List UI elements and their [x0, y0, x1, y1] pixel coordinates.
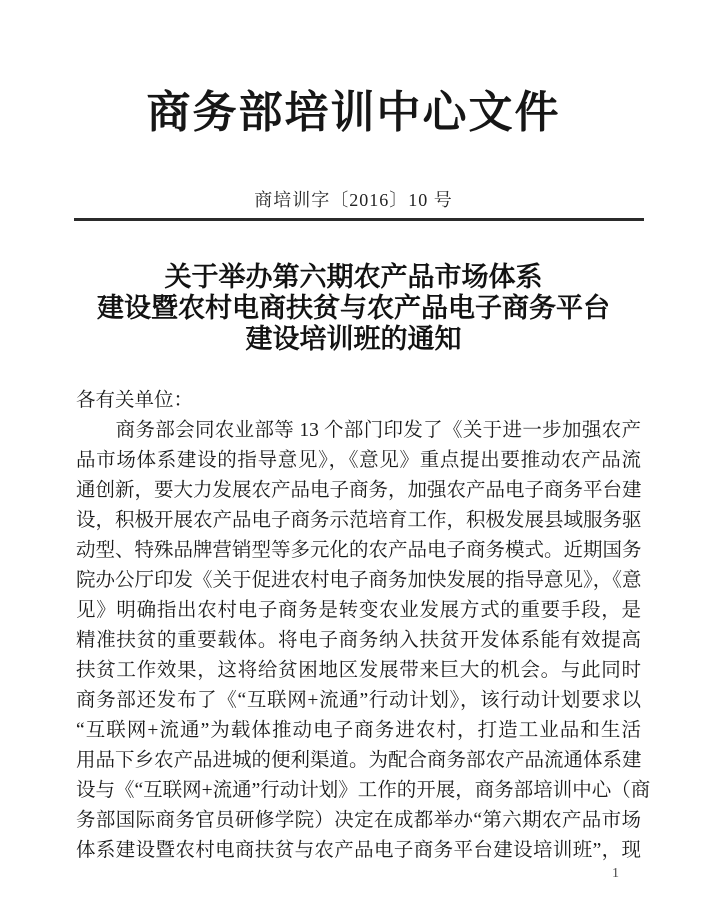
body-line: 精准扶贫的重要载体。将电子商务纳入扶贫开发体系能有效提高: [76, 630, 641, 651]
body-line: 院办公厅印发《关于促进农村电子商务加快发展的指导意见》，《意: [76, 570, 642, 591]
body-line: 体系建设暨农村电商扶贫与农产品电子商务平台建设培训班”，现: [76, 840, 641, 861]
body-line: 设与《“互联网+流通”行动计划》工作的开展，商务部培训中心（商: [76, 780, 651, 801]
page-number: 1: [612, 866, 619, 881]
document-org-title: 商务部培训中心文件: [146, 88, 561, 137]
body-line: 用品下乡农产品进城的便利渠道。为配合商务部农产品流通体系建: [76, 750, 642, 771]
document-title-line: 建设暨农村电商扶贫与农产品电子商务平台: [97, 293, 610, 323]
body-line: 务部国际商务官员研修学院）决定在成都举办“第六期农产品市场: [76, 810, 641, 831]
document-number: 商培训字〔2016〕10 号: [254, 190, 453, 210]
body-line: 商务部还发布了《“互联网+流通”行动计划》，该行动计划要求以: [76, 690, 641, 711]
body-line: 扶贫工作效果，这将给贫困地区发展带来巨大的机会。与此同时: [76, 660, 641, 681]
body-line: 设，积极开展农产品电子商务示范培育工作，积极发展县域服务驱: [76, 510, 642, 531]
body-line: 品市场体系建设的指导意见》，《意见》重点提出要推动农产品流: [76, 450, 641, 471]
salutation: 各有关单位：: [76, 390, 194, 411]
body-line: 动型、特殊品牌营销型等多元化的农产品电子商务模式。近期国务: [76, 540, 642, 561]
document-title: [0, 262, 707, 355]
header-divider: [74, 218, 644, 221]
body-line: 商务部会同农业部等 13 个部门印发了《关于进一步加强农产: [76, 420, 641, 441]
body-line: “互联网+流通”为载体推动电子商务进农村，打造工业品和生活: [76, 720, 641, 741]
body-line: 见》明确指出农村电子商务是转变农业发展方式的重要手段，是: [76, 600, 641, 621]
document-title-line: 建设培训班的通知: [245, 324, 462, 354]
body-text: [76, 416, 651, 866]
document-title-line: 关于举办第六期农产品市场体系: [164, 262, 543, 292]
body-paragraph: [76, 386, 651, 866]
body-line: 通创新，要大力发展农产品电子商务，加强农产品电子商务平台建: [76, 480, 642, 501]
